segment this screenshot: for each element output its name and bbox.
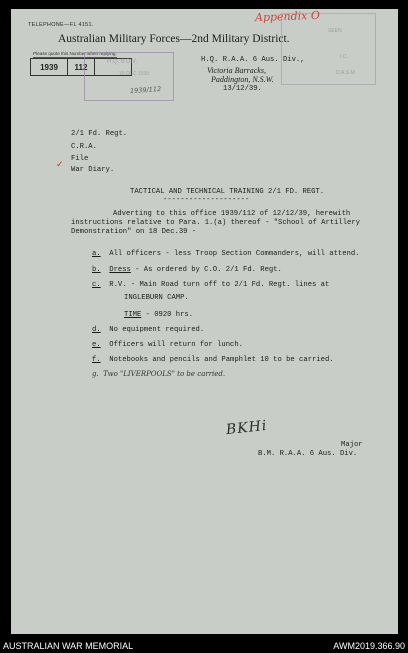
received-stamp [84, 52, 174, 101]
item-e-text: Officers will return for lunch. [109, 341, 243, 349]
item-b-text: - As ordered by C.O. 2/1 Fd. Regt. [130, 266, 282, 274]
item-f-letter: f. [92, 356, 101, 364]
stamp-received-text: H.Q. 6 DIV. [107, 59, 138, 65]
telephone-line: TELEPHONE—FL 4151. [28, 22, 94, 28]
red-tick-mark: ✓ [56, 160, 64, 170]
item-time-text: - 0920 hrs. [141, 311, 194, 319]
item-d-letter: d. [92, 326, 101, 334]
corner-stamp-dasm: D.A.S.M. [336, 70, 357, 76]
item-f [92, 356, 334, 364]
distribution-4: War Diary. [71, 166, 115, 174]
item-d-text: No equipment required. [109, 326, 205, 334]
ref-part-year: 1939 [31, 59, 68, 75]
item-b [92, 266, 282, 274]
item-b-label: Dress [109, 266, 131, 274]
distribution-2: C.R.A. [71, 143, 97, 151]
item-e [92, 341, 243, 349]
signature-title: B.M. R.A.A. 6 Aus. Div. [258, 450, 358, 458]
item-c-location: INGLEBURN CAMP. [124, 294, 189, 302]
footer-institution: AUSTRALIAN WAR MEMORIAL [3, 641, 134, 651]
footer-accession: AWM2019.366.90 [333, 641, 405, 651]
item-g-letter: g. [92, 370, 99, 378]
letterhead-title: Australian Military Forces—2nd Military District. [58, 33, 290, 45]
item-g-handwritten [92, 370, 225, 378]
sender-date: 13/12/39. [223, 84, 262, 93]
item-a [92, 250, 359, 258]
item-e-letter: e. [92, 341, 101, 349]
subject-underline: -------------------- [163, 196, 250, 204]
item-f-text: Notebooks and pencils and Pamphlet 10 to be carried. [109, 356, 334, 364]
ref-part-number: 112 [68, 59, 95, 75]
item-time [124, 311, 193, 319]
distribution-3: File [71, 155, 89, 163]
pencil-reference: 1939/112 [129, 84, 162, 96]
item-d [92, 326, 204, 334]
distribution-1: 2/1 Fd. Regt. [71, 130, 128, 138]
signature-rank: Major [341, 441, 363, 449]
item-time-label: TIME [124, 311, 142, 319]
stamp-date-text: 15 DEC 1939 [119, 71, 150, 77]
corner-stamp-seen: SEEN [328, 28, 342, 34]
sender-unit: H.Q. R.A.A. 6 Aus. Div., [201, 56, 305, 64]
intro-line-3: Demonstration" on 18 Dec.39 - [71, 228, 197, 236]
document-sheet [11, 9, 398, 634]
sender-block [201, 56, 305, 94]
sender-location-1: Victoria Barracks, [207, 65, 266, 75]
appendix-annotation: Appendix O [254, 8, 321, 25]
intro-line-1: Adverting to this office 1939/112 of 12/12/39, herewith [113, 210, 351, 218]
item-c-text: R.V. - Main Road turn off to 2/1 Fd. Regt. lines at [109, 281, 330, 289]
corner-stamp-io: I.O. [340, 54, 349, 60]
item-a-letter: a. [92, 250, 101, 258]
item-g-text: Two "LIVERPOOLS" to be carried. [103, 370, 226, 378]
item-c [92, 281, 329, 289]
item-b-letter: b. [92, 266, 101, 274]
intro-line-2: instructions relative to Para. 1.(a) thereof - "School of Artillery [71, 219, 360, 227]
quote-number-note: Please quote this Number when replying. [33, 51, 117, 56]
item-a-text: All officers - less Troop Section Commanders, will attend. [109, 250, 360, 258]
item-c-letter: c. [92, 281, 101, 289]
sender-location-2: Paddington, N.S.W. [211, 75, 274, 84]
subject-heading: TACTICAL AND TECHNICAL TRAINING 2/1 FD. REGT. [130, 188, 325, 196]
signature-scrawl: BKHi [225, 417, 269, 439]
